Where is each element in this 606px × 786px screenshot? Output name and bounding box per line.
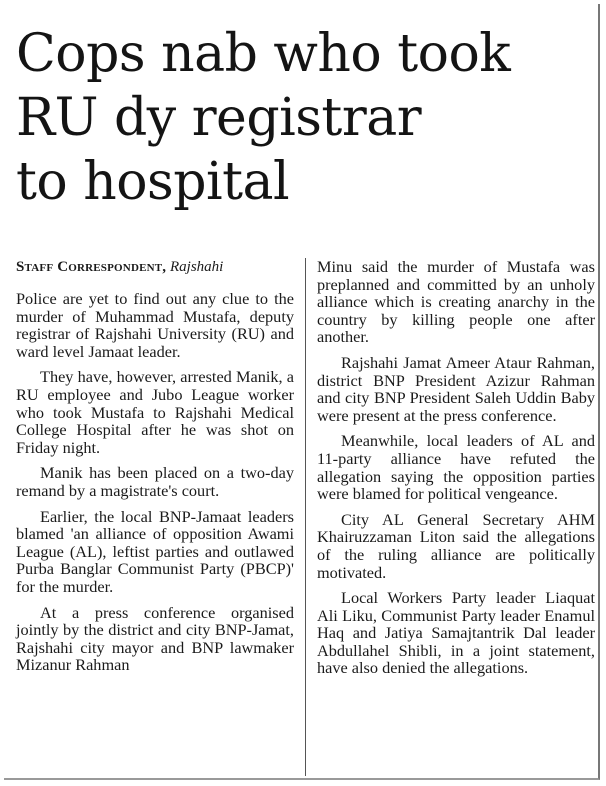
- paragraph-right-2: Rajshahi Jamat Ameer Ataur Rahman, district BNP President Azizur Rahman and city BNP President Saleh Uddin Baby were present at the press conference.: [317, 352, 595, 425]
- column-divider: [305, 258, 306, 776]
- headline: [16, 22, 576, 214]
- right-column: [317, 258, 595, 685]
- left-column: [16, 258, 294, 682]
- byline-name: Staff Correspondent,: [16, 259, 167, 275]
- paragraph-right-1: Minu said the murder of Mustafa was preplanned and committed by an unholy alliance which is creating anarchy in the country by killing people one after another.: [317, 257, 595, 347]
- paragraph-left-1: Police are yet to find out any clue to the murder of Muhammad Mustafa, deputy registrar of Rajshahi University (RU) and ward level Jamaat leader.: [16, 289, 294, 361]
- paragraph-right-5: Local Workers Party leader Liaquat Ali Liku, Communist Party leader Enamul Haq and Jatiya Samajtantrik Dal leader Abdullahel Shibli, in a joint statement, have also denied the allegations.: [317, 588, 595, 678]
- byline-location: Rajshahi: [170, 259, 224, 275]
- paragraph-right-3: Meanwhile, local leaders of AL and 11-party alliance have refuted the allegation saying the opposition parties were blamed for political vengeance.: [317, 431, 595, 504]
- headline-line-3: to hospital: [16, 152, 290, 212]
- paragraph-left-3: Manik has been placed on a two-day remand by a magistrate's court.: [16, 463, 294, 500]
- paragraph-right-4: City AL General Secretary AHM Khairuzzaman Liton said the allegations of the ruling alliance are politically motivated.: [317, 509, 595, 582]
- headline-line-1: Cops nab who took: [16, 24, 511, 84]
- paragraph-left-2: They have, however, arrested Manik, a RU employee and Jubo League worker who took Mustafa to Rajshahi Medical College Hospital after he was shot on Friday night.: [16, 367, 294, 457]
- headline-line-2: RU dy registrar: [16, 88, 422, 148]
- byline: [16, 258, 294, 276]
- paragraph-left-5: At a press conference organised jointly by the district and city BNP-Jamat, Rajshahi city mayor and BNP lawmaker Mizanur Rahman: [16, 602, 294, 675]
- paragraph-left-4: Earlier, the local BNP-Jamaat leaders blamed 'an alliance of opposition Awami League (AL), leftist parties and outlawed Purba Banglar Communist Party (PBCP)' for the murder.: [16, 506, 294, 596]
